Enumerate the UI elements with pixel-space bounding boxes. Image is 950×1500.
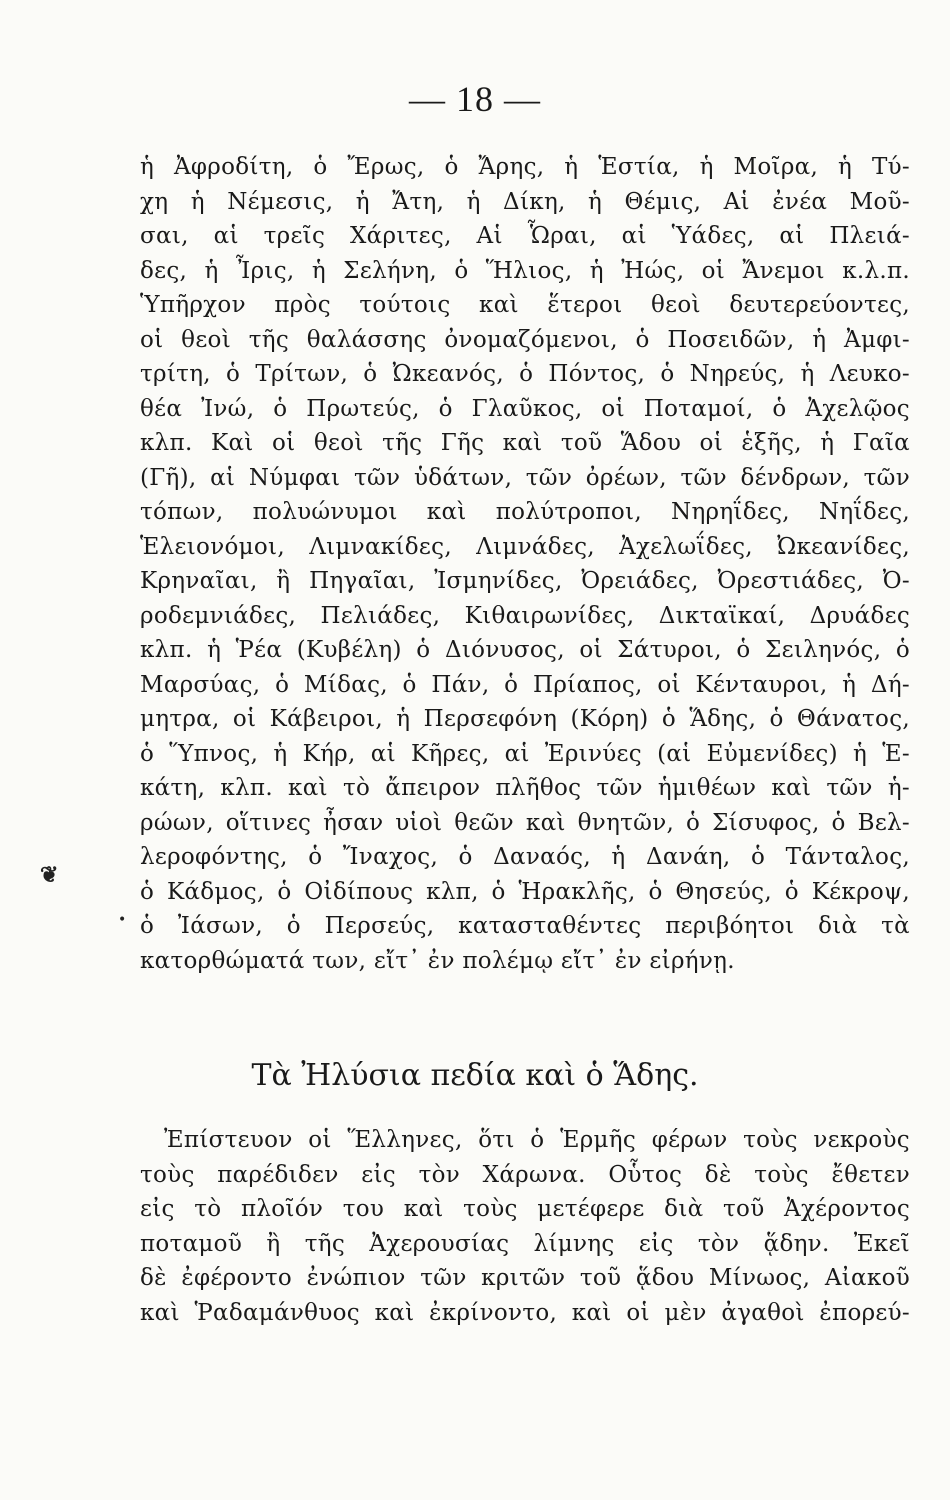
text-line: ὁ Ἰάσων, ὁ Περσεύς, κατασταθέντες περιβόητοι διὰ τὰ [140,913,910,939]
text-line: λεροφόντης, ὁ Ἴναχος, ὁ Δαναός, ἡ Δανάη, ὁ Τάνταλος, [140,844,910,870]
text-line: Κρηναῖαι, ἢ Πηγαῖαι, Ἰσμηνίδες, Ὀρειάδες, Ὀρεστιάδες, Ὀ- [140,568,910,594]
text-line: θέα Ἰνώ, ὁ Πρωτεύς, ὁ Γλαῦκος, οἱ Ποταμοί, ὁ Ἀχελῷος [140,395,910,422]
text-line: ὁ Κάδμος, ὁ Οἰδίπους κλπ, ὁ Ἡρακλῆς, ὁ Θησεύς, ὁ Κέκροψ, [140,878,910,905]
page-number: — 18 — [409,79,541,119]
text-line: ποταμοῦ ἢ τῆς Ἀχερουσίας λίμνης εἰς τὸν ᾅδην. Ἐκεῖ [140,1230,910,1257]
text-line: μητρα, οἱ Κάβειροι, ἡ Περσεφόνη (Κόρη) ὁ Ἅδης, ὁ Θάνατος, [140,706,910,732]
margin-dot: • [118,912,127,928]
text-line: κλπ. Καὶ οἱ θεοὶ τῆς Γῆς καὶ τοῦ Ἅδου οἱ ἑξῆς, ἡ Γαῖα [140,430,910,456]
text-line: δὲ ἐφέροντο ἐνώπιον τῶν κριτῶν τοῦ ᾅδου Μίνωος, Αἰακοῦ [140,1265,910,1291]
text-line: Ἐπίστευον οἱ Ἕλληνες, ὅτι ὁ Ἑρμῆς φέρων τοὺς νεκροὺς [164,1127,910,1153]
section-paragraph [140,1123,910,1330]
text-line: οἱ θεοὶ τῆς θαλάσσης ὀνομαζόμενοι, ὁ Ποσειδῶν, ἡ Ἀμφι- [140,326,910,353]
text-line: Ἑλειονόμοι, Λιμνακίδες, Λιμνάδες, Ἀχελωΐδες, Ὠκεανίδες, [140,533,910,560]
text-line: ὁ Ὕπνος, ἡ Κήρ, αἱ Κῆρες, αἱ Ἐρινύες (αἱ Εὐμενίδες) ἡ Ἑ- [140,740,910,767]
text-line: κατορθώματά των, εἴτ᾽ ἐν πολέμῳ εἴτ᾽ ἐν εἰρήνῃ. [140,947,735,974]
text-line: τόπων, πολυώνυμοι καὶ πολύτροποι, Νηρηΐδες, Νηΐδες, [140,499,910,525]
text-line: καὶ Ῥαδαμάνθυος καὶ ἐκρίνοντο, καὶ οἱ μὲν ἀγαθοὶ ἐπορεύ- [140,1299,910,1326]
margin-ornament: ❦ [40,862,59,888]
text-line: κλπ. ἡ Ῥέα (Κυβέλη) ὁ Διόνυσος, οἱ Σάτυροι, ὁ Σειληνός, ὁ [140,637,910,663]
text-line: κάτη, κλπ. καὶ τὸ ἄπειρον πλῆθος τῶν ἡμιθέων καὶ τῶν ἡ- [140,775,910,801]
text-line: εἰς τὸ πλοῖόν του καὶ τοὺς μετέφερε διὰ τοῦ Ἀχέροντος [140,1196,910,1222]
text-line: τοὺς παρέδιδεν εἰς τὸν Χάρωνα. Οὗτος δὲ τοὺς ἔθετεν [140,1161,910,1188]
text-line: ρώων, οἵτινες ἦσαν υἱοὶ θεῶν καὶ θνητῶν, ὁ Σίσυφος, ὁ Βελ- [140,809,910,836]
text-line: Μαρσύας, ὁ Μίδας, ὁ Πάν, ὁ Πρίαπος, οἱ Κένταυροι, ἡ Δή- [140,671,910,698]
text-line: ροδεμνιάδες, Πελιάδες, Κιθαιρωνίδες, Δικταϊκαί, Δρυάδες [140,602,910,629]
text-line: τρίτη, ὁ Τρίτων, ὁ Ὠκεανός, ὁ Πόντος, ὁ Νηρεύς, ἡ Λευκο- [140,361,910,387]
text-line: δες, ἡ Ἶρις, ἡ Σελήνη, ὁ Ἥλιος, ἡ Ἠώς, οἱ Ἄνεμοι κ.λ.π. [140,257,910,284]
section-heading: Τὰ Ἠλύσια πεδία καὶ ὁ Ἅδης. [251,1058,699,1093]
body-paragraph [140,150,910,978]
text-line: Ὑπῆρχον πρὸς τούτοις καὶ ἕτεροι θεοὶ δευτερεύοντες, [140,292,910,318]
text-line: ἡ Ἀφροδίτη, ὁ Ἔρως, ὁ Ἄρης, ἡ Ἑστία, ἡ Μοῖρα, ἡ Τύ- [140,154,910,180]
text-line: χη ἡ Νέμεσις, ἡ Ἄτη, ἡ Δίκη, ἡ Θέμις, Αἱ ἐνέα Μοῦ- [140,188,910,215]
text-line: (Γῆ), αἱ Νύμφαι τῶν ὑδάτων, τῶν ὀρέων, τῶν δένδρων, τῶν [140,464,910,491]
text-line: σαι, αἱ τρεῖς Χάριτες, Αἱ Ὧραι, αἱ Ὑάδες, αἱ Πλειά- [140,223,910,249]
